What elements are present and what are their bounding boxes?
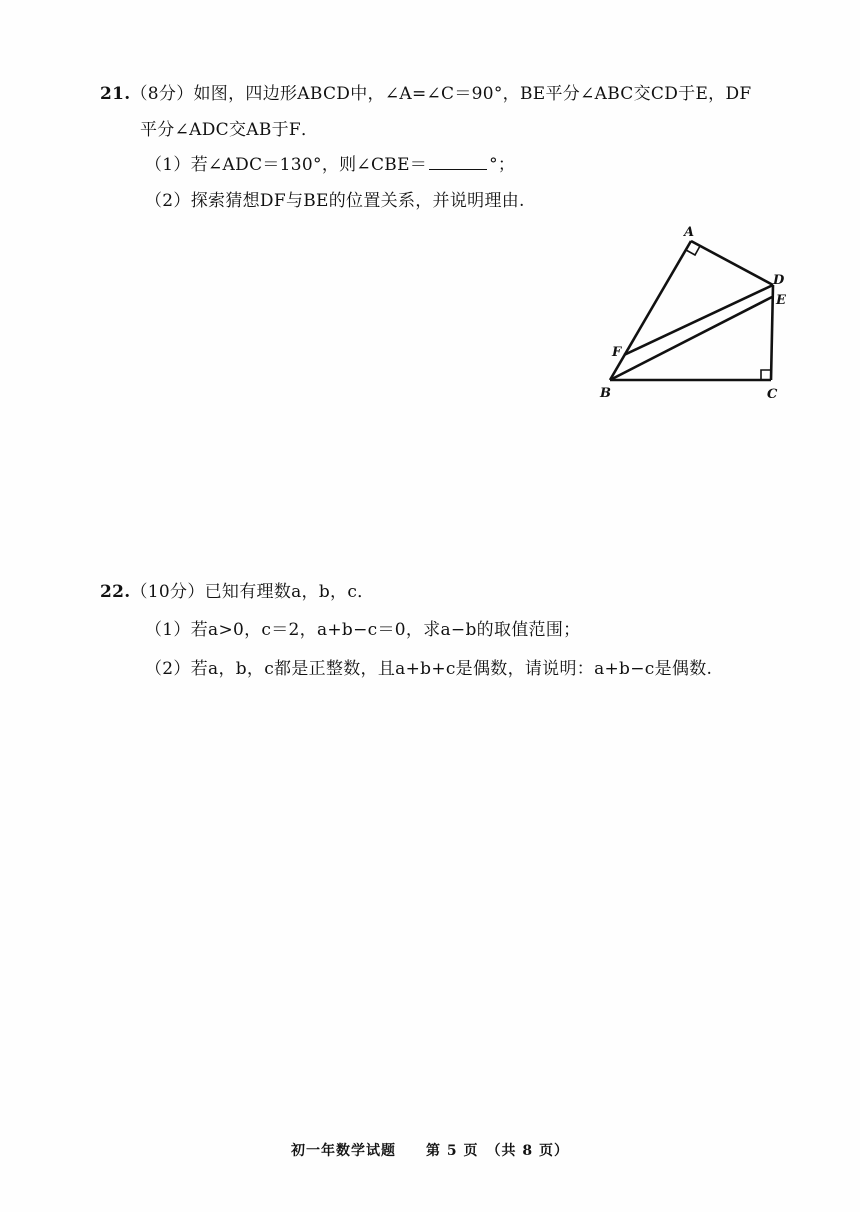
segment-dc	[771, 285, 773, 380]
label-a: A	[684, 225, 695, 240]
q21-number: 21.	[100, 84, 131, 104]
quadrilateral-figure	[596, 222, 796, 407]
q21-part2: （2）探索猜想DF与BE的位置关系，并说明理由.	[145, 191, 525, 211]
label-f: F	[612, 345, 622, 360]
label-c: C	[767, 387, 778, 402]
q22-part1: （1）若a>0，c＝2，a+b−c＝0，求a−b的取值范围；	[145, 620, 581, 640]
segment-ad	[691, 241, 773, 285]
q21-part1-text: （1）若∠ADC＝130°，则∠CBE＝	[145, 155, 428, 175]
page-footer: 初一年数学试题 第 5 页 （共 8 页）	[291, 1143, 569, 1159]
q21-part1-suffix: °；	[489, 155, 516, 175]
q21-line1	[100, 82, 751, 106]
right-angle-c-icon	[761, 370, 771, 380]
q21-part1	[145, 153, 515, 177]
label-e: E	[776, 293, 786, 308]
label-b: B	[600, 386, 611, 401]
q22-number: 22.	[100, 582, 131, 602]
q21-line2: 平分∠ADC交AB于F．	[140, 120, 319, 140]
label-d: D	[773, 273, 785, 288]
answer-blank[interactable]	[429, 153, 487, 170]
q21-stem-line1: （8分）如图，四边形ABCD中，∠A=∠C＝90°，BE平分∠ABC交CD于E，DF	[130, 84, 752, 104]
q22-stem: （10分）已知有理数a，b，c．	[130, 582, 375, 602]
q22-part2: （2）若a，b，c都是正整数，且a+b+c是偶数，请说明：a+b−c是偶数.	[145, 659, 713, 679]
q22-line1	[100, 580, 374, 604]
